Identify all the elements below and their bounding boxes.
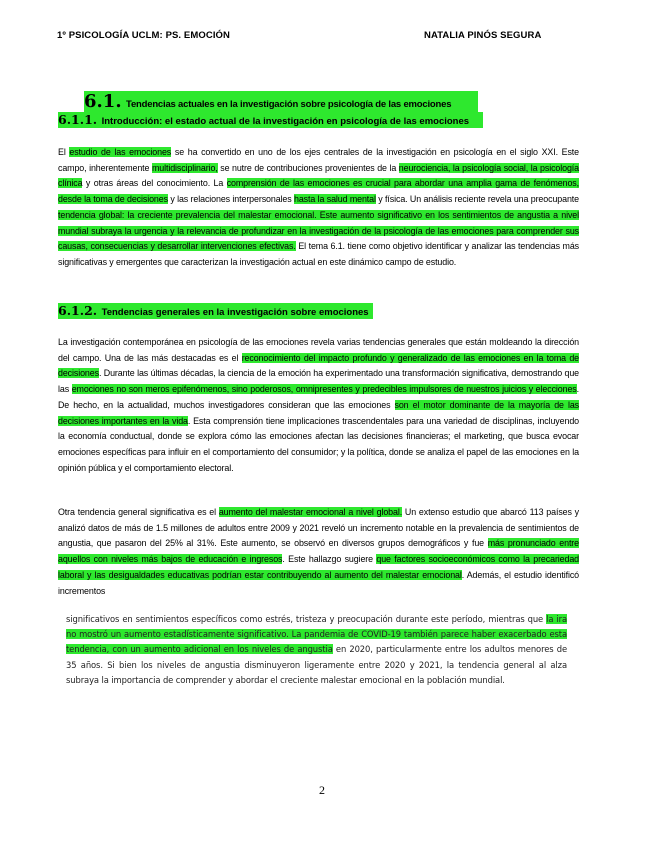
chapter-title	[84, 91, 478, 113]
text-run: se ha convertido en uno de los ejes centrales de la investigación en psicología en el siglo XXI. Este campo, inherentemente	[58, 147, 579, 173]
section-title-1: Introducción: el estado actual de la investigación en psicología de las emociones	[101, 116, 470, 127]
text-run: y física. Un análisis reciente revela una preocupante	[375, 194, 579, 205]
highlighted-text: son el motor dominante de la mayoría de las decisiones importantes en la vida	[58, 399, 579, 426]
section-title-2: Tendencias generales en la investigación sobre emociones	[101, 307, 369, 318]
header-course: 1º PSICOLOGÍA UCLM: PS. EMOCIÓN	[57, 30, 231, 41]
highlighted-text: la ira no mostró un aumento estadísticamente significativo. La pandemia de COVID-19 también parece haber exacerbado esta tendencia, con un aumento adicional en los niveles de angustia	[66, 614, 567, 655]
text-run: y las relaciones interpersonales	[167, 194, 294, 205]
paragraph-intro	[58, 145, 579, 271]
highlighted-text: reconocimiento del impacto profundo y generalizado de las emociones en la toma de decisiones	[58, 352, 579, 379]
text-run: se nutre de contribuciones provenientes de la	[217, 162, 399, 173]
highlighted-text: tendencia global: la creciente prevalencia del malestar emocional. Este aumento significativo en los sentimientos de angustia a nivel mundial subraya la urgencia y la relevancia de profundizar en la investigación de la psicología de las emociones para comprender sus causas, consecuencias y desarrollar intervenciones efectivas.	[58, 209, 579, 252]
text-run: . Esta comprensión tiene implicaciones trascendentales para una variedad de disciplinas, incluyendo la economía conductual, donde se explora cómo las emociones afectan las decisiones financieras; el marketing, que busca evocar emociones específicas para influir en el comportamiento del consumidor; y la política, donde se analiza el papel de las emociones en la opinión pública y el comportamiento electoral.	[58, 415, 579, 473]
text-run: El tema 6.1. tiene como objetivo identificar y analizar las tendencias más significativas y emergentes que caracterizan la investigación actual en este dinámico campo de estudio.	[58, 241, 580, 267]
text-run: y otras áreas del conocimiento. La	[82, 178, 227, 189]
chapter-number: 6.1.	[84, 91, 122, 112]
highlighted-text: más pronunciado entre aquellos con niveles más bajos de educación e ingresos	[58, 538, 580, 565]
highlighted-text: multidisciplinario,	[151, 162, 218, 173]
section-heading-1	[58, 112, 483, 128]
highlighted-text: aumento del malestar emocional a nivel global.	[218, 507, 403, 517]
chapter-title-text: Tendencias actuales en la investigación sobre psicología de las emociones	[126, 99, 452, 110]
paragraph-distress	[58, 505, 579, 599]
paragraph-pasted-continuation	[66, 612, 567, 688]
section-heading-2	[58, 303, 373, 319]
header-author: NATALIA PINÓS SEGURA	[424, 30, 542, 41]
text-run: La investigación contemporánea en psicología de las emociones revela varias tendencias generales que están moldeando la dirección del campo. Una de las más destacadas es el	[58, 337, 579, 363]
highlighted-text: que factores socioeconómicos como la precariedad laboral y las desigualdades educativas podrían estar contribuyendo al aumento del malestar emocional	[58, 554, 580, 580]
page-number: 2	[319, 783, 325, 797]
highlighted-text: emociones no son meros epifenómenos, sino poderosos, omnipresentes y predecibles impulsores de nuestros juicios y elecciones	[71, 384, 577, 395]
text-run: Un extenso estudio que abarcó 113 países y analizó datos de más de 1.5 millones de adultos entre 2009 y 2021 reveló un incremento notable en la prevalencia de sentimientos de angustia, que pasaron del 25% al 31%. Este aumento, se observó en diversos grupos demográficos y fue	[58, 507, 579, 549]
text-run: . Además, el estudio identificó incrementos	[58, 569, 579, 596]
highlighted-text: hasta la salud mental	[294, 194, 376, 205]
text-run: . De hecho, en la actualidad, muchos investigadores consideran que las emociones	[58, 384, 579, 410]
text-run: en 2020, particularmente entre los adultos menores de 35 años. Si bien los niveles de angustia disminuyeron ligeramente entre 2020 y 2021, la tendencia general al alza subraya la importancia de comprender y abordar el creciente malestar emocional en la población mundial.	[66, 644, 567, 685]
text-run: significativos en sentimientos específicos como estrés, tristeza y preocupación durante este período, mientras que	[66, 614, 547, 624]
text-run: Otra tendencia general significativa es el	[58, 507, 219, 517]
text-run: . Este hallazgo sugiere	[282, 554, 377, 565]
section-number-2: 6.1.2.	[58, 303, 98, 318]
section-number-1: 6.1.1.	[58, 112, 98, 127]
text-run: . Durante las últimas décadas, la ciencia de la emoción ha experimentado una transformación significativa, demostrando que las	[58, 368, 579, 395]
highlighted-text: comprensión de las emociones es crucial para abordar una amplia gama de fenómenos, desde la toma de decisiones	[58, 178, 580, 205]
highlighted-text: estudio de las emociones	[69, 147, 172, 157]
text-run: El	[58, 147, 70, 157]
paragraph-decisions	[58, 335, 579, 476]
highlighted-text: neurociencia, la psicología social, la psicología clínica	[58, 162, 580, 189]
